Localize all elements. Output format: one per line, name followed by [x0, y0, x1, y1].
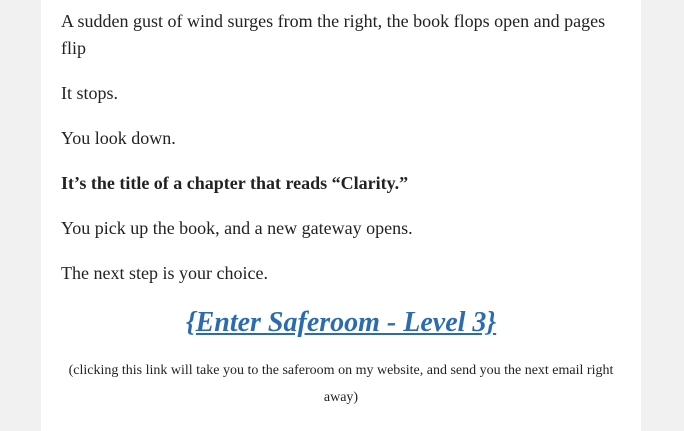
- story-paragraph: You pick up the book, and a new gateway opens.: [61, 218, 413, 238]
- story-paragraph: It stops.: [61, 83, 119, 103]
- email-card: [41, 0, 641, 431]
- story-paragraph: A sudden gust of wind surges from the right, the book flops open and pages flip: [61, 11, 606, 58]
- enter-saferoom-link[interactable]: {Enter Saferoom - Level 3}: [185, 307, 497, 338]
- story-paragraph: You look down.: [61, 128, 176, 148]
- story-paragraph: The next step is your choice.: [61, 263, 268, 283]
- email-content: [61, 8, 621, 411]
- cta-container: [61, 305, 621, 341]
- story-paragraph-bold: It’s the title of a chapter that reads “Clarity.”: [61, 173, 409, 193]
- cta-note: (clicking this link will take you to the saferoom on my website, and send you the next email right away): [68, 363, 614, 405]
